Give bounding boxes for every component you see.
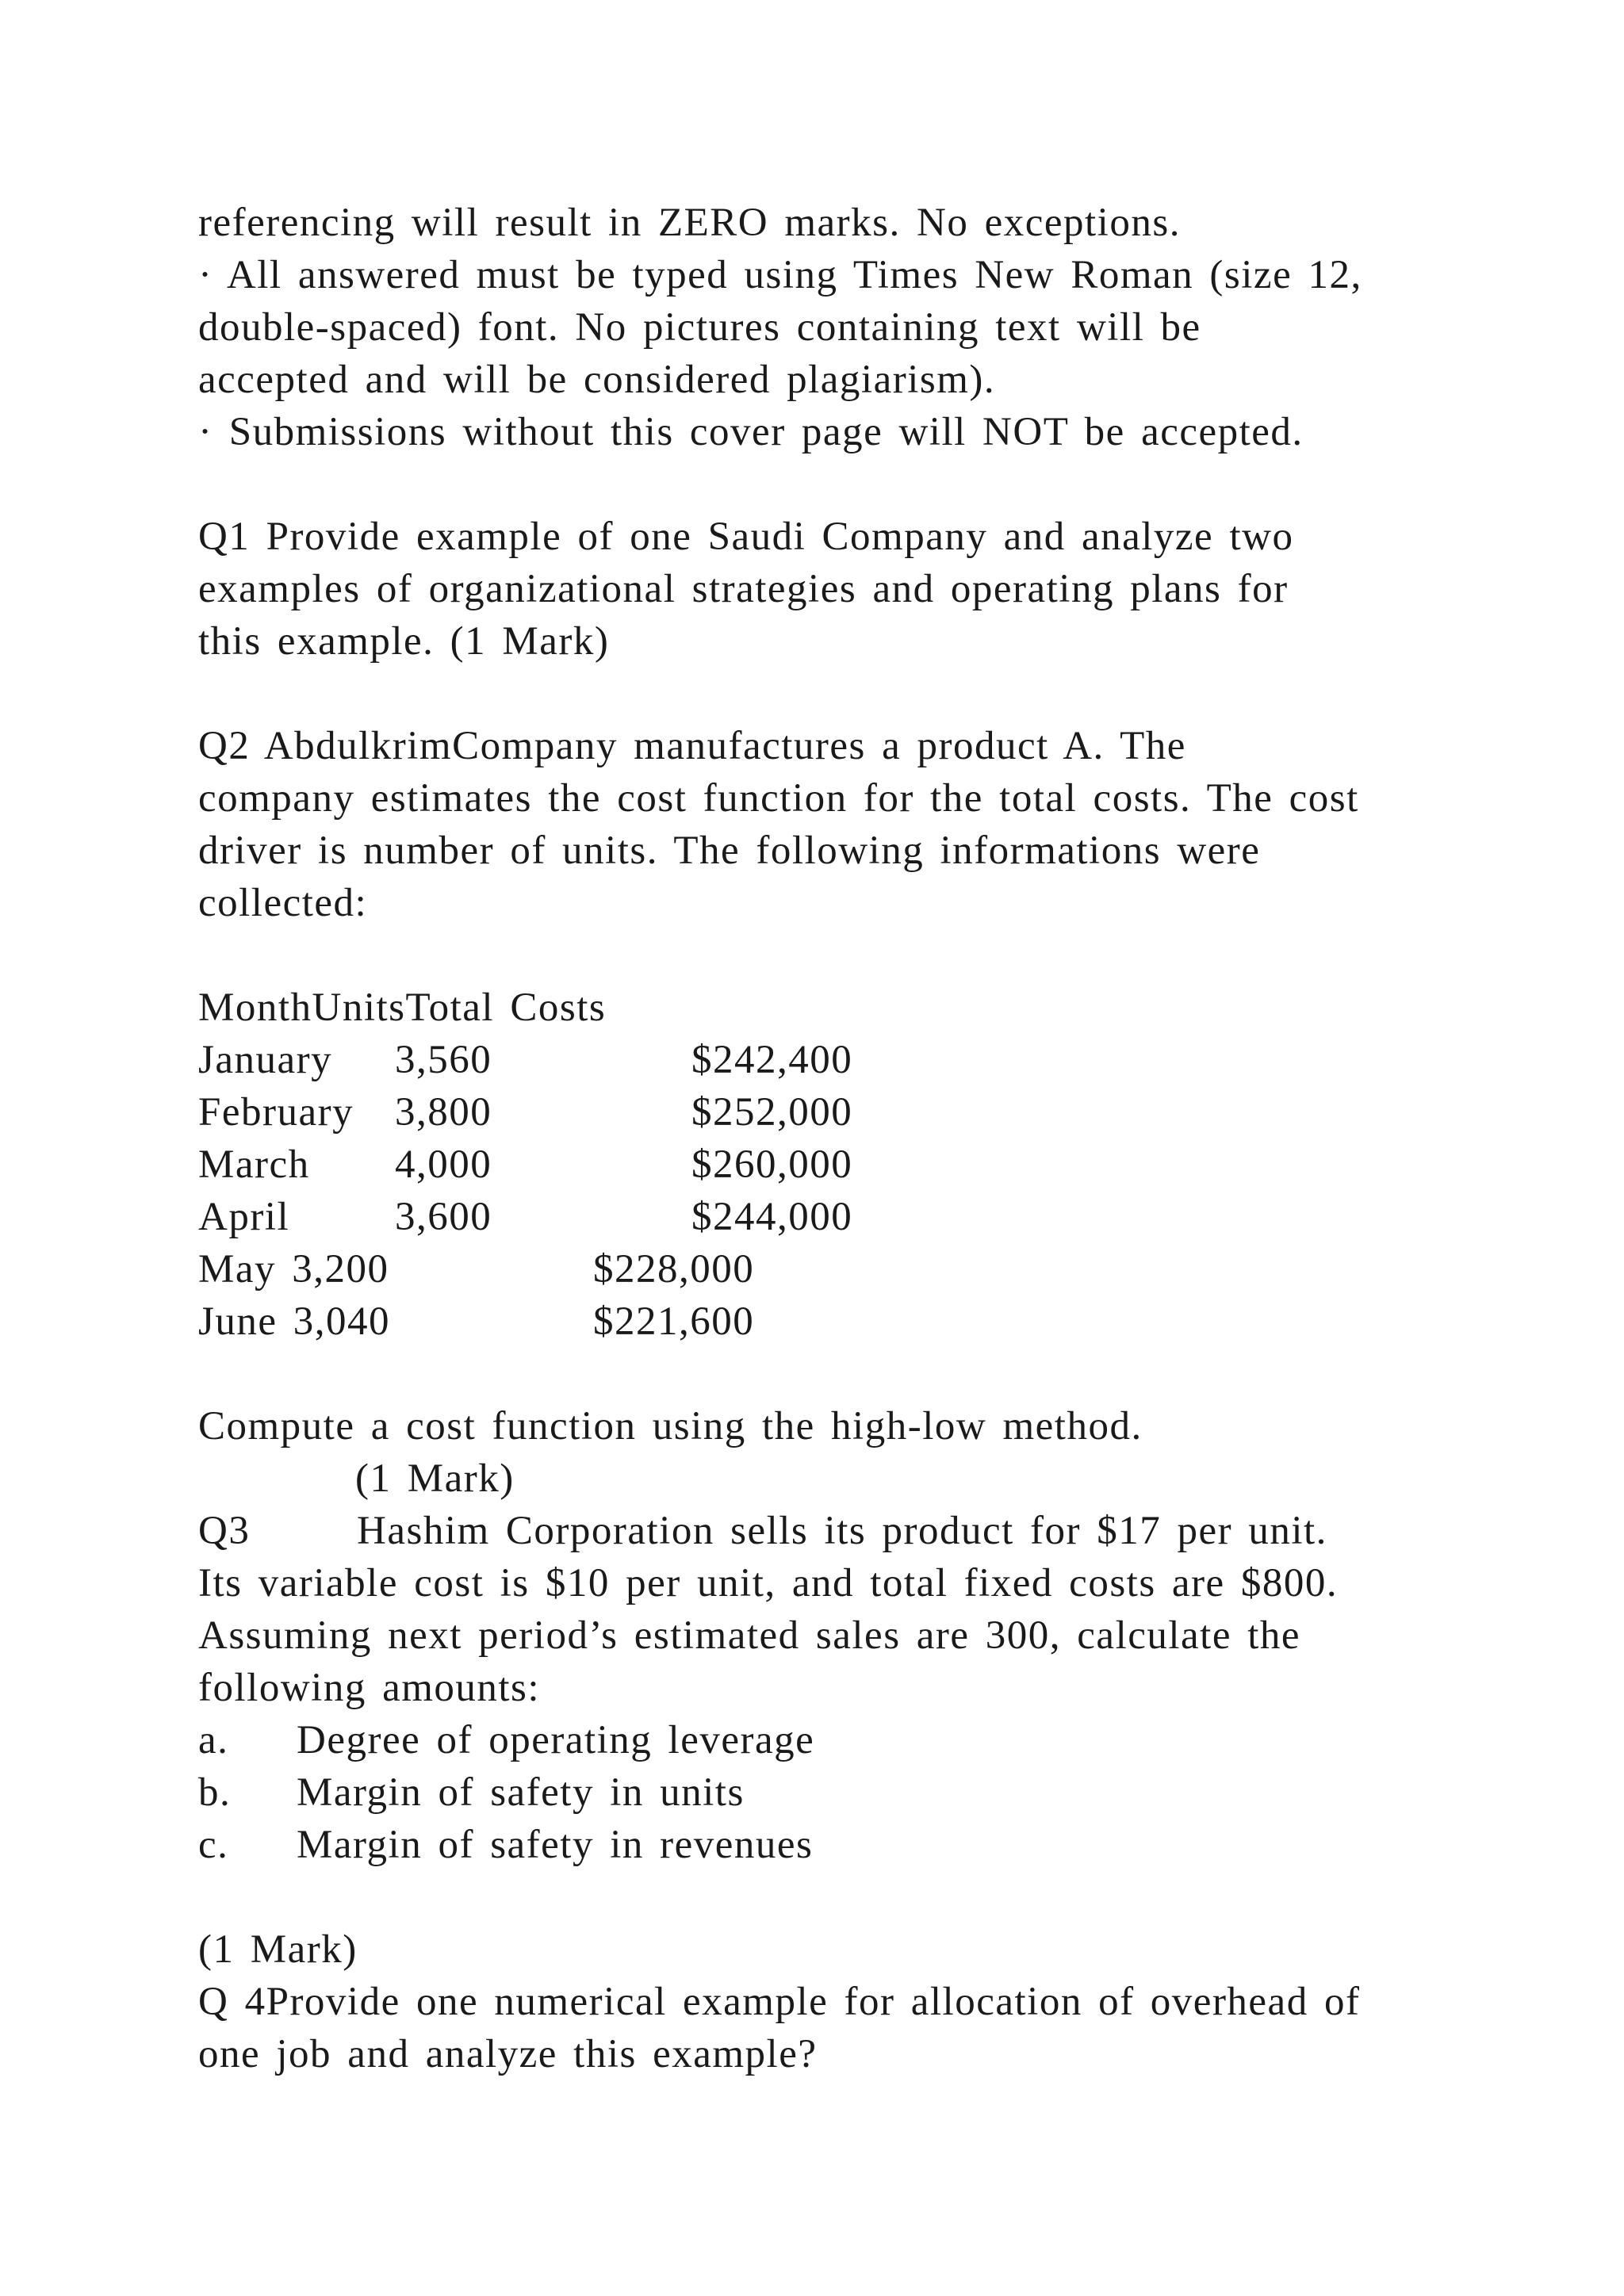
list-item (198, 1766, 1451, 1819)
question-3-first-line (198, 1505, 1451, 1557)
table-row (198, 1243, 1451, 1295)
question-2-line: Q2 AbdulkrimCompany manufactures a product A. The (198, 724, 1186, 768)
list-item-text: Degree of operating leverage (297, 1718, 815, 1762)
cost-cell: $260,000 (691, 1142, 853, 1187)
question-3-line: following amounts: (198, 1666, 541, 1710)
text-line: accepted and will be considered plagiarism). (198, 358, 996, 402)
cost-cell: $221,600 (593, 1299, 755, 1344)
question-2-mark: (1 Mark) (355, 1456, 515, 1501)
list-item-letter: b. (198, 1770, 232, 1815)
question-3-line: Its variable cost is $10 per unit, and total fixed costs are $800. (198, 1561, 1339, 1605)
list-item-text: Margin of safety in units (297, 1770, 745, 1815)
month-units-cell: May 3,200 (198, 1247, 389, 1292)
blank-line (198, 1348, 1451, 1400)
units-cell: 3,800 (395, 1090, 492, 1135)
text-line: · Submissions without this cover page will NOT be accepted. (198, 410, 1304, 454)
question-2-line: collected: (198, 881, 368, 925)
list-item-text: Margin of safety in revenues (297, 1823, 814, 1867)
month-cell: February (198, 1090, 354, 1135)
month-units-cell: June 3,040 (198, 1299, 390, 1344)
question-3-mark: (1 Mark) (198, 1927, 358, 1972)
month-cell: April (198, 1195, 290, 1239)
table-row (198, 1191, 1451, 1243)
question-2-task: Compute a cost function using the high-low method. (198, 1404, 1143, 1448)
text-line: · All answered must be typed using Times New Roman (size 12, (198, 253, 1362, 297)
list-item (198, 1714, 1451, 1766)
question-4-line: one job and analyze this example? (198, 2032, 818, 2076)
cost-cell: $252,000 (691, 1090, 853, 1135)
blank-line (198, 458, 1451, 511)
table-header: MonthUnitsTotal Costs (198, 985, 607, 1030)
question-1-line: this example. (1 Mark) (198, 619, 610, 664)
text-line: referencing will result in ZERO marks. No exceptions. (198, 201, 1181, 245)
list-item-letter: a. (198, 1718, 229, 1762)
cost-table (198, 982, 1451, 1348)
units-cell: 4,000 (395, 1142, 492, 1187)
cost-cell: $228,000 (593, 1247, 755, 1292)
cost-cell: $244,000 (691, 1195, 853, 1239)
table-row (198, 1034, 1451, 1086)
month-cell: January (198, 1038, 333, 1082)
month-cell: March (198, 1142, 310, 1187)
table-row (198, 1295, 1451, 1348)
question-3-text: Hashim Corporation sells its product for $17 per unit. (357, 1509, 1327, 1553)
list-item-letter: c. (198, 1823, 229, 1867)
table-row (198, 1086, 1451, 1138)
blank-line (198, 668, 1451, 720)
document-body (198, 197, 1451, 2080)
units-cell: 3,600 (395, 1195, 492, 1239)
question-2-line: driver is number of units. The following informations were (198, 828, 1261, 873)
list-item (198, 1819, 1451, 1871)
question-4-line: Q 4Provide one numerical example for allocation of overhead of (198, 1980, 1361, 2024)
question-3-line: Assuming next period’s estimated sales are 300, calculate the (198, 1613, 1301, 1658)
question-1-line: Q1 Provide example of one Saudi Company and analyze two (198, 515, 1294, 559)
question-3-label: Q3 (198, 1509, 251, 1553)
units-cell: 3,560 (395, 1038, 492, 1082)
table-row (198, 1138, 1451, 1191)
blank-line (198, 929, 1451, 982)
question-2-line: company estimates the cost function for the total costs. The cost (198, 776, 1359, 821)
cost-cell: $242,400 (691, 1038, 853, 1082)
question-1-line: examples of organizational strategies and operating plans for (198, 567, 1289, 611)
blank-line (198, 1871, 1451, 1923)
text-line: double-spaced) font. No pictures containing text will be (198, 305, 1201, 350)
